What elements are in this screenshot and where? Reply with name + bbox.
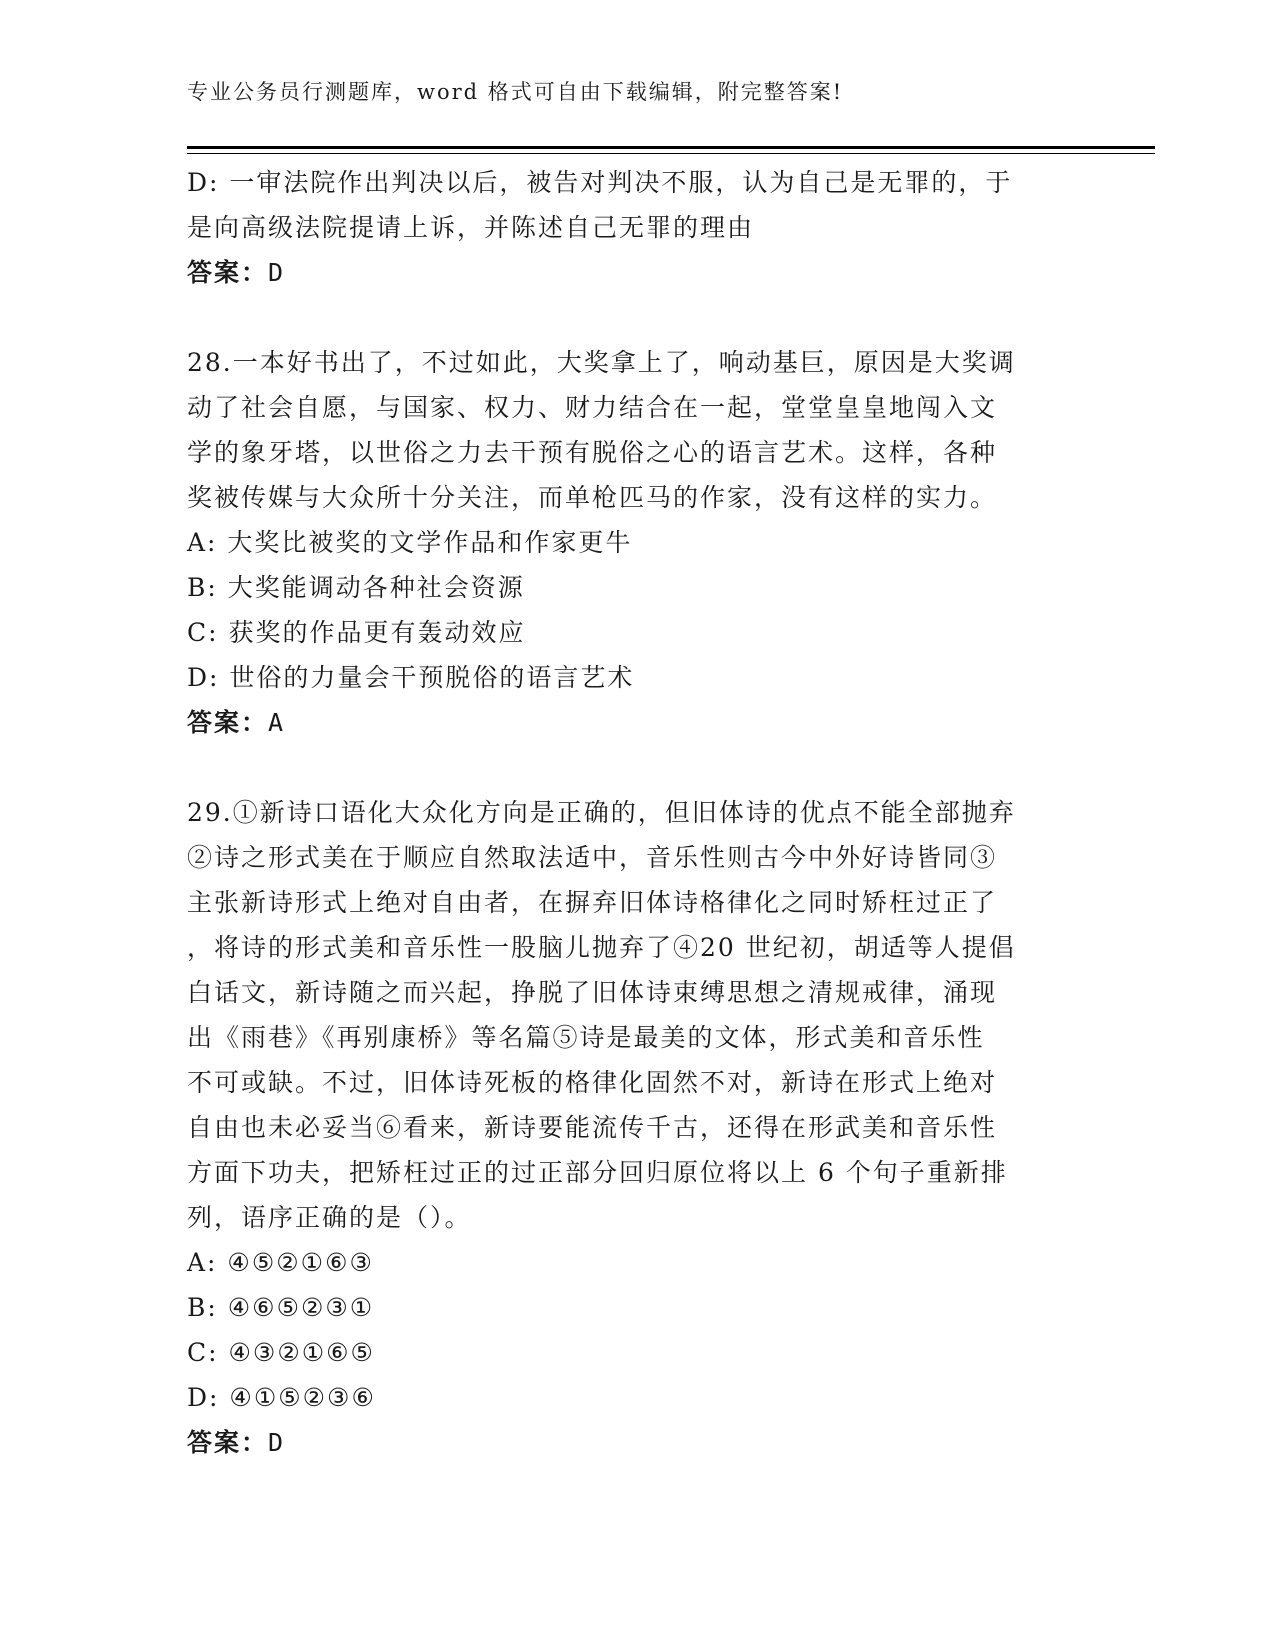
header-rule-thin <box>187 153 1155 154</box>
question-28 <box>187 340 1087 745</box>
question-stem-line: 奖被传媒与大众所十分关注，而单枪匹马的作家，没有这样的实力。 <box>187 483 998 512</box>
answer-line <box>187 1420 1087 1465</box>
answer-line <box>187 700 1087 745</box>
answer-value: A <box>268 708 286 737</box>
option-d-line: 是向高级法院提请上诉，并陈述自己无罪的理由 <box>187 213 755 242</box>
option-a: A: 大奖比被奖的文学作品和作家更牛 <box>187 528 633 557</box>
question-stem-line: 28.一本好书出了，不过如此，大奖拿上了，响动基巨，原因是大奖调 <box>187 348 1016 377</box>
answer-line <box>187 250 1087 295</box>
option-a: A: ④⑤②①⑥③ <box>187 1248 374 1277</box>
question-stem-line: 动了社会自愿，与国家、权力、财力结合在一起，堂堂皇皇地闯入文 <box>187 393 998 422</box>
question-stem-line: 列，语序正确的是（）。 <box>187 1203 472 1232</box>
question-stem-line: 出《雨巷》《再别康桥》等名篇⑤诗是最美的文体，形式美和音乐性 <box>187 1023 985 1052</box>
option-b: B: ④⑥⑤②③① <box>187 1293 375 1322</box>
option-d: D: ④①⑤②③⑥ <box>187 1383 376 1412</box>
question-29 <box>187 790 1087 1465</box>
header-rule-thick <box>187 146 1155 149</box>
option-d: D: 世俗的力量会干预脱俗的语言艺术 <box>187 663 635 692</box>
answer-value: D <box>268 258 286 287</box>
answer-label: 答案： <box>187 1428 269 1457</box>
question-stem-line: 自由也未必妥当⑥看来，新诗要能流传千古，还得在形武美和音乐性 <box>187 1113 998 1142</box>
spacer <box>187 745 1087 790</box>
question-stem-line: 方面下功夫，把矫枉过正的过正部分回归原位将以上 6 个句子重新排 <box>187 1158 1008 1187</box>
question-stem-line: 主张新诗形式上绝对自由者，在摒弃旧体诗格律化之同时矫枉过正了 <box>187 888 998 917</box>
question-stem-line: ②诗之形式美在于顺应自然取法适中，音乐性则古今中外好诗皆同③ <box>187 843 998 872</box>
answer-value: D <box>268 1428 286 1457</box>
question-stem-line: 白话文，新诗随之而兴起，挣脱了旧体诗束缚思想之清规戒律，涌现 <box>187 978 998 1007</box>
page-header: 专业公务员行测题库，word 格式可自由下载编辑，附完整答案! <box>187 80 844 104</box>
document-body <box>187 160 1087 1465</box>
option-d-line: D: 一审法院作出判决以后，被告对判决不服，认为自己是无罪的，于 <box>187 168 1013 197</box>
option-c: C: ④③②①⑥⑤ <box>187 1338 375 1367</box>
option-c: C: 获奖的作品更有轰动效应 <box>187 618 526 647</box>
question-stem-line: ，将诗的形式美和音乐性一股脑儿抛弃了④20 世纪初，胡适等人提倡 <box>187 933 1016 962</box>
answer-label: 答案： <box>187 258 269 287</box>
option-b: B: 大奖能调动各种社会资源 <box>187 573 525 602</box>
question-stem-line: 29.①新诗口语化大众化方向是正确的，但旧体诗的优点不能全部抛弃 <box>187 798 1016 827</box>
answer-label: 答案： <box>187 708 269 737</box>
prev-question <box>187 160 1087 295</box>
spacer <box>187 295 1087 340</box>
question-stem-line: 不可或缺。不过，旧体诗死板的格律化固然不对，新诗在形式上绝对 <box>187 1068 998 1097</box>
question-stem-line: 学的象牙塔，以世俗之力去干预有脱俗之心的语言艺术。这样，各种 <box>187 438 998 467</box>
